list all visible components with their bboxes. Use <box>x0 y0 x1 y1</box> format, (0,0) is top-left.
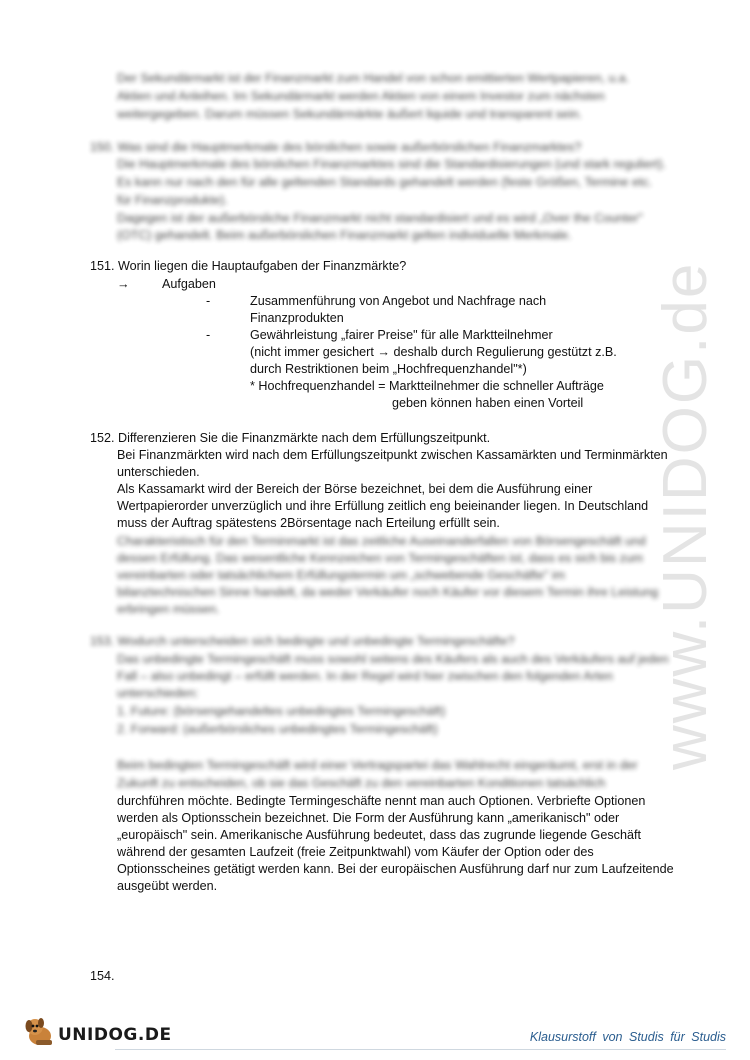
q150-line-1: Die Hauptmerkmale des börslichen Finanzmarktes sind die Standardisierungen (und stark reguliert). <box>117 157 666 171</box>
q151-item1-line-1: Zusammenführung von Angebot und Nachfrage nach <box>250 294 547 308</box>
q153-question: 153. Wodurch unterscheiden sich bedingte und unbedingte Termingeschäfte? <box>90 634 515 648</box>
q151-item2-line-2: (nicht immer gesichert → deshalb durch Regulierung gestützt z.B. <box>250 345 617 359</box>
q151-question: 151. Worin liegen die Hauptaufgaben der Finanzmärkte? <box>90 259 407 273</box>
dash-bullet: - <box>206 294 211 308</box>
footer-divider <box>115 1049 726 1050</box>
q153-list-item-1: 1. Future: (börsengehandeltes unbedingtes Termingeschäft) <box>117 704 446 718</box>
q151-item2-line-1: Gewährleistung „fairer Preise" für alle Marktteilnehmer <box>250 328 553 342</box>
q153-blur-line-3: unterschieden: <box>117 686 199 700</box>
q150-line-4: Dagegen ist der außerbörsliche Finanzmarkt nicht standardisiert und es wird „Over the Counter" <box>117 211 643 225</box>
q152-question: 152. Differenzieren Sie die Finanzmärkte nach dem Erfüllungszeitpunkt. <box>90 431 491 445</box>
q153-line-4: während der gesamten Laufzeit (freie Zeitpunktwahl) vom Käufer der Option oder des <box>117 845 594 859</box>
q152-blur-line-2: dessen Erfüllung. Das wesentliche Kennzeichen von Termingeschäften ist, dass es sich bis zum <box>117 551 643 565</box>
arrow-icon: → <box>117 277 130 291</box>
q150-line-5: (OTC) gehandelt. Beim außerbörslichen Finanzmarkt gelten individuelle Merkmale. <box>117 228 572 242</box>
q152-line-4: Wertpapierorder unverzüglich und ihre Erfüllung zeitlich eng beieinander liegen. In Deutschland <box>117 499 649 513</box>
q151-item2-line-3: durch Restriktionen beim „Hochfrequenzhandel"*) <box>250 362 527 376</box>
aufgaben-label: Aufgaben <box>162 277 216 291</box>
q152-line-2: unterschieden. <box>117 465 200 479</box>
unidog-logo[interactable] <box>22 1014 172 1048</box>
intro-line-1: Der Sekundärmarkt ist der Finanzmarkt zum Handel von schon emittierten Wertpapieren, u.a. <box>117 71 630 85</box>
q153-blur2-line-2: Zukunft zu entscheiden, ob sie das Geschäft zu den vereinbarten Konditionen tatsächlich <box>117 776 606 790</box>
q150-question: 150. Was sind die Hauptmerkmale des börslichen sowie außerbörslichen Finanzmarktes? <box>90 140 582 154</box>
q152-line-5: muss der Auftrag spätestens 2Börsentage nach Erteilung erfüllt sein. <box>117 516 500 530</box>
q151-item2-line-5: geben können haben einen Vorteil <box>392 396 584 410</box>
q150-line-2: Es kann nur nach den für alle geltenden Standards gehandelt werden (feste Größen, Termine etc. <box>117 175 652 189</box>
q153-blur-line-1: Das unbedingte Termingeschäft muss sowohl seitens des Käufers als auch des Verkäufers auf jeden <box>117 652 669 666</box>
q151-item1-line-2: Finanzprodukten <box>250 311 344 325</box>
dash-bullet: - <box>206 328 211 342</box>
q153-blur2-line-1: Beim bedingten Termingeschäft wird einer Vertragspartei das Wahlrecht eingeräumt, erst in der <box>117 758 638 772</box>
q152-line-1: Bei Finanzmärkten wird nach dem Erfüllungszeitpunkt zwischen Kassamärkten und Terminmärkten <box>117 448 668 462</box>
dog-logo-icon <box>22 1014 56 1048</box>
q153-blur-line-2: Fall – also unbedingt – erfüllt werden. In der Regel wird hier zwischen den folgenden Arten <box>117 669 613 683</box>
q151-item2-line-4: * Hochfrequenzhandel = Marktteilnehmer die schneller Aufträge <box>250 379 604 393</box>
watermark-text: www.UNIDOG.de <box>651 261 720 770</box>
footer-tagline: Klausurstoff von Studis für Studis <box>529 1030 726 1044</box>
intro-line-2: Aktien und Anleihen. Im Sekundärmarkt werden Aktien von einem Investor zum nächsten <box>117 89 605 103</box>
q152-blur-line-5: erbringen müssen. <box>117 602 220 616</box>
q153-line-3: „europäisch" sein. Amerikanische Ausführung bedeutet, dass das zugrunde liegende Geschäft <box>117 828 641 842</box>
q152-line-3: Als Kassamarkt wird der Bereich der Börse bezeichnet, bei dem die Ausführung einer <box>117 482 593 496</box>
q153-line-5: Optionsscheines getätigt werden kann. Bei der europäischen Ausführung darf nur zum Laufzeitende <box>117 862 674 876</box>
intro-line-3: weitergegeben. Darum müssen Sekundärmärkte äußert liquide und transparent sein. <box>117 107 582 121</box>
q154-label: 154. <box>90 969 115 983</box>
q153-line-6: ausgeübt werden. <box>117 879 218 893</box>
q152-blur-line-3: vereinbarten oder tatsächlichem Erfüllungstermin um „schwebende Geschäfte" im <box>117 568 565 582</box>
logo-text: UNIDOG.DE <box>58 1025 172 1045</box>
q153-list-item-2: 2. Forward: (außerbörsliches unbedingtes Termingeschäft) <box>117 722 438 736</box>
q153-line-1: durchführen möchte. Bedingte Termingeschäfte nennt man auch Optionen. Verbriefte Optionen <box>117 794 646 808</box>
q153-line-2: werden als Optionsschein bezeichnet. Die Form der Ausführung kann „amerikanisch" oder <box>117 811 620 825</box>
q152-blur-line-1: Charakteristisch für den Terminmarkt ist das zeitliche Auseinanderfallen von Börsengeschäft und <box>117 534 646 548</box>
q152-blur-line-4: bilanztechnischen Sinne handelt, da weder Verkäufer noch Käufer vor diesem Termin ihre Leistung <box>117 585 659 599</box>
q150-line-3: für Finanzprodukte). <box>117 193 228 207</box>
